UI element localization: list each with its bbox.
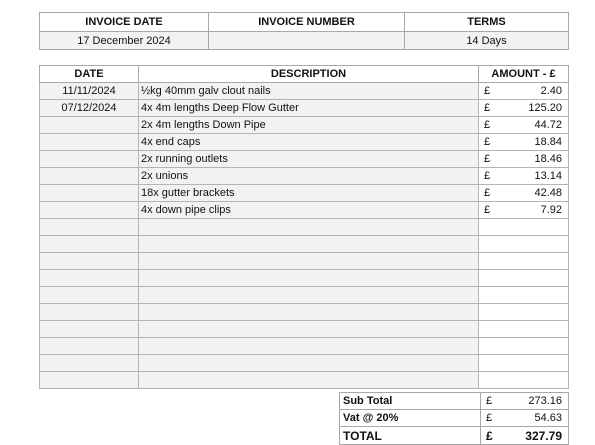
row-currency-cell[interactable] <box>479 270 509 287</box>
row-currency-cell[interactable]: £ <box>479 185 509 202</box>
row-currency-cell[interactable] <box>479 219 509 236</box>
row-description-cell[interactable] <box>139 321 479 338</box>
row-description-cell[interactable] <box>139 338 479 355</box>
totals-table <box>339 392 569 445</box>
row-date-cell[interactable] <box>40 236 139 253</box>
description-column-header: DESCRIPTION <box>139 66 479 83</box>
row-description-cell[interactable] <box>139 355 479 372</box>
row-description-cell[interactable]: 4x end caps <box>139 134 479 151</box>
row-description-cell[interactable]: ½kg 40mm galv clout nails <box>139 83 479 100</box>
row-date-cell[interactable] <box>40 253 139 270</box>
invoice-header-table <box>39 12 569 50</box>
vat-currency: £ <box>481 410 511 427</box>
total-currency: £ <box>481 427 511 445</box>
row-date-cell[interactable] <box>40 151 139 168</box>
row-description-cell[interactable] <box>139 219 479 236</box>
table-row <box>40 338 569 355</box>
table-row <box>40 372 569 389</box>
row-amount-cell[interactable]: 18.84 <box>509 134 569 151</box>
table-row <box>40 253 569 270</box>
row-currency-cell[interactable]: £ <box>479 117 509 134</box>
amount-column-header: AMOUNT - £ <box>479 66 569 83</box>
row-amount-cell[interactable] <box>509 219 569 236</box>
total-label: TOTAL <box>340 427 481 445</box>
row-date-cell[interactable] <box>40 287 139 304</box>
table-row <box>40 202 569 219</box>
row-currency-cell[interactable]: £ <box>479 168 509 185</box>
row-currency-cell[interactable] <box>479 355 509 372</box>
row-amount-cell[interactable]: 42.48 <box>509 185 569 202</box>
vat-label: Vat @ 20% <box>340 410 481 427</box>
date-column-header: DATE <box>40 66 139 83</box>
row-amount-cell[interactable]: 125.20 <box>509 100 569 117</box>
table-row <box>40 185 569 202</box>
row-description-cell[interactable] <box>139 372 479 389</box>
row-amount-cell[interactable]: 7.92 <box>509 202 569 219</box>
table-row <box>40 100 569 117</box>
row-date-cell[interactable] <box>40 304 139 321</box>
subtotal-value[interactable]: 273.16 <box>511 393 569 410</box>
table-row <box>40 134 569 151</box>
row-amount-cell[interactable]: 13.14 <box>509 168 569 185</box>
row-date-cell[interactable] <box>40 168 139 185</box>
row-currency-cell[interactable]: £ <box>479 151 509 168</box>
total-value[interactable]: 327.79 <box>511 427 569 445</box>
row-description-cell[interactable] <box>139 304 479 321</box>
row-date-cell[interactable] <box>40 185 139 202</box>
row-amount-cell[interactable] <box>509 236 569 253</box>
row-amount-cell[interactable] <box>509 338 569 355</box>
subtotal-currency: £ <box>481 393 511 410</box>
table-row <box>40 151 569 168</box>
row-amount-cell[interactable] <box>509 287 569 304</box>
row-description-cell[interactable]: 2x unions <box>139 168 479 185</box>
row-date-cell[interactable] <box>40 117 139 134</box>
row-description-cell[interactable] <box>139 270 479 287</box>
row-date-cell[interactable] <box>40 372 139 389</box>
row-currency-cell[interactable]: £ <box>479 100 509 117</box>
row-date-cell[interactable]: 11/11/2024 <box>40 83 139 100</box>
row-date-cell[interactable] <box>40 134 139 151</box>
row-amount-cell[interactable]: 18.46 <box>509 151 569 168</box>
row-amount-cell[interactable] <box>509 304 569 321</box>
row-date-cell[interactable] <box>40 321 139 338</box>
line-items-body <box>40 83 569 389</box>
row-amount-cell[interactable] <box>509 253 569 270</box>
table-row <box>40 304 569 321</box>
terms-label: TERMS <box>405 13 569 32</box>
row-currency-cell[interactable] <box>479 338 509 355</box>
invoice-header-labels <box>40 13 569 32</box>
table-row <box>40 270 569 287</box>
row-currency-cell[interactable]: £ <box>479 83 509 100</box>
row-amount-cell[interactable] <box>509 372 569 389</box>
row-amount-cell[interactable] <box>509 321 569 338</box>
row-description-cell[interactable] <box>139 287 479 304</box>
table-row <box>40 355 569 372</box>
row-currency-cell[interactable] <box>479 287 509 304</box>
row-amount-cell[interactable]: 44.72 <box>509 117 569 134</box>
row-date-cell[interactable] <box>40 338 139 355</box>
row-currency-cell[interactable] <box>479 253 509 270</box>
table-row <box>40 219 569 236</box>
row-currency-cell[interactable] <box>479 304 509 321</box>
table-row <box>40 168 569 185</box>
invoice-number-value[interactable] <box>209 32 405 50</box>
subtotal-label: Sub Total <box>340 393 481 410</box>
vat-row <box>340 410 569 427</box>
table-row <box>40 236 569 253</box>
row-amount-cell[interactable]: 2.40 <box>509 83 569 100</box>
row-description-cell[interactable] <box>139 236 479 253</box>
table-row <box>40 287 569 304</box>
invoice-header-values <box>40 32 569 50</box>
row-currency-cell[interactable]: £ <box>479 134 509 151</box>
row-date-cell[interactable] <box>40 355 139 372</box>
row-description-cell[interactable]: 4x down pipe clips <box>139 202 479 219</box>
row-currency-cell[interactable]: £ <box>479 202 509 219</box>
row-date-cell[interactable] <box>40 270 139 287</box>
invoice-date-value[interactable]: 17 December 2024 <box>40 32 209 50</box>
row-currency-cell[interactable] <box>479 372 509 389</box>
row-description-cell[interactable]: 18x gutter brackets <box>139 185 479 202</box>
row-amount-cell[interactable] <box>509 270 569 287</box>
row-date-cell[interactable] <box>40 219 139 236</box>
line-items-table <box>39 65 569 389</box>
subtotal-row <box>340 393 569 410</box>
table-row <box>40 83 569 100</box>
table-row <box>40 321 569 338</box>
row-description-cell[interactable]: 4x 4m lengths Deep Flow Gutter <box>139 100 479 117</box>
row-date-cell[interactable] <box>40 202 139 219</box>
row-description-cell[interactable]: 2x running outlets <box>139 151 479 168</box>
row-description-cell[interactable]: 2x 4m lengths Down Pipe <box>139 117 479 134</box>
invoice-number-label: INVOICE NUMBER <box>209 13 405 32</box>
row-currency-cell[interactable] <box>479 236 509 253</box>
terms-value[interactable]: 14 Days <box>405 32 569 50</box>
line-items-header-row <box>40 66 569 83</box>
table-row <box>40 117 569 134</box>
row-date-cell[interactable]: 07/12/2024 <box>40 100 139 117</box>
invoice-date-label: INVOICE DATE <box>40 13 209 32</box>
vat-value[interactable]: 54.63 <box>511 410 569 427</box>
row-currency-cell[interactable] <box>479 321 509 338</box>
total-row <box>340 427 569 445</box>
row-description-cell[interactable] <box>139 253 479 270</box>
row-amount-cell[interactable] <box>509 355 569 372</box>
